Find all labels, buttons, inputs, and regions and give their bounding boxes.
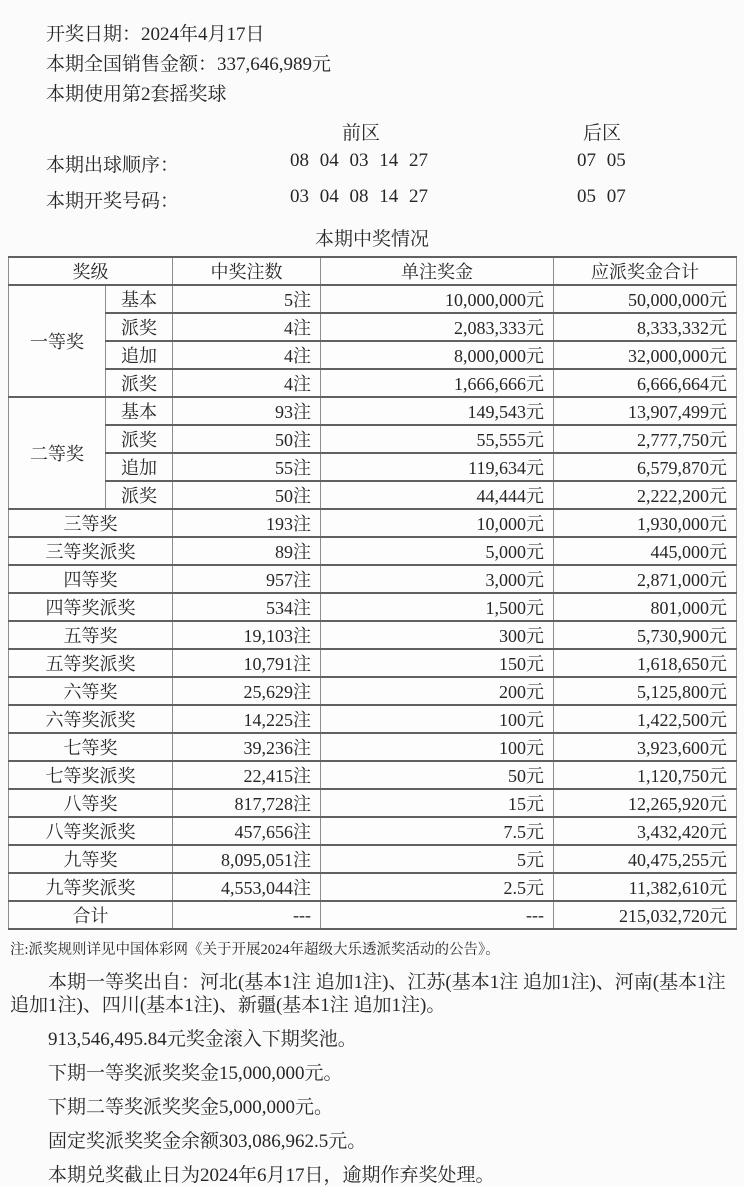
single-prize-cell: 44,444元 <box>321 481 554 509</box>
footer-notes <box>0 930 744 1187</box>
prize-row <box>9 481 737 509</box>
winning-count-cell: 457,656注 <box>173 817 321 845</box>
note-next-second-prize: 下期二等奖派奖奖金5,000,000元。 <box>48 1097 334 1118</box>
column-header-total-prize: 应派奖金合计 <box>554 257 737 285</box>
prize-row <box>9 453 737 481</box>
winning-count-cell: 55注 <box>173 453 321 481</box>
winning-count-cell: 534注 <box>173 593 321 621</box>
prize-table <box>8 256 737 930</box>
winning-numbers-label: 本期开奖号码： <box>46 191 180 212</box>
note-fixed-prize-balance: 固定奖派奖奖金余额303,086,962.5元。 <box>48 1131 367 1152</box>
prize-row <box>9 537 737 565</box>
prize-row <box>9 789 737 817</box>
prize-sub-label: 派奖 <box>106 425 173 453</box>
ball-set: 本期使用第2套摇奖球 <box>46 84 227 105</box>
prize-sub-label: 派奖 <box>106 369 173 397</box>
prize-row <box>9 565 737 593</box>
prize-level-label: 八等奖 <box>9 789 173 817</box>
winning-count-cell: 5注 <box>173 285 321 313</box>
single-prize-cell: 8,000,000元 <box>321 341 554 369</box>
single-prize-cell: 2,083,333元 <box>321 313 554 341</box>
total-prize-cell: 6,579,870元 <box>554 453 737 481</box>
winning-count-cell: 4,553,044注 <box>173 873 321 901</box>
prize-sub-label: 追加 <box>106 453 173 481</box>
column-header-prize-level: 奖级 <box>9 257 173 285</box>
column-header-winning-count: 中奖注数 <box>173 257 321 285</box>
winning-count-cell: 10,791注 <box>173 649 321 677</box>
prize-row <box>9 649 737 677</box>
prize-sub-label: 派奖 <box>106 481 173 509</box>
single-prize-cell: 55,555元 <box>321 425 554 453</box>
front-zone-label: 前区 <box>342 123 381 144</box>
winning-count-cell: 817,728注 <box>173 789 321 817</box>
prize-level-label: 九等奖 <box>9 845 173 873</box>
prize-row <box>9 677 737 705</box>
single-prize-cell: 1,666,666元 <box>321 369 554 397</box>
winning-count-cell: 50注 <box>173 425 321 453</box>
prize-sub-label: 基本 <box>106 285 173 313</box>
winning-count-cell: 50注 <box>173 481 321 509</box>
total-prize-cell: 1,422,500元 <box>554 705 737 733</box>
total-prize-cell: 3,923,600元 <box>554 733 737 761</box>
single-prize-cell: 149,543元 <box>321 397 554 425</box>
winning-count-cell: 19,103注 <box>173 621 321 649</box>
total-prize-cell: 3,432,420元 <box>554 817 737 845</box>
prize-sub-label: 追加 <box>106 341 173 369</box>
prize-row <box>9 733 737 761</box>
prize-row <box>9 705 737 733</box>
winning-count-cell: --- <box>173 901 321 929</box>
single-prize-cell: 10,000元 <box>321 509 554 537</box>
prize-level-label: 九等奖派奖 <box>9 873 173 901</box>
draw-sequence-back-numbers: 07 05 <box>577 150 626 171</box>
winning-count-cell: 957注 <box>173 565 321 593</box>
winning-count-cell: 14,225注 <box>173 705 321 733</box>
total-prize-cell: 2,222,200元 <box>554 481 737 509</box>
prize-row <box>9 509 737 537</box>
total-prize-cell: 215,032,720元 <box>554 901 737 929</box>
single-prize-cell: 7.5元 <box>321 817 554 845</box>
total-prize-cell: 1,930,000元 <box>554 509 737 537</box>
prize-row <box>9 369 737 397</box>
header-info <box>0 0 744 110</box>
winning-count-cell: 93注 <box>173 397 321 425</box>
prize-level-label: 四等奖派奖 <box>9 593 173 621</box>
single-prize-cell: 5元 <box>321 845 554 873</box>
prize-row <box>9 621 737 649</box>
total-prize-cell: 5,730,900元 <box>554 621 737 649</box>
winning-count-cell: 193注 <box>173 509 321 537</box>
total-row <box>9 901 737 929</box>
single-prize-cell: 5,000元 <box>321 537 554 565</box>
winning-count-cell: 22,415注 <box>173 761 321 789</box>
winning-count-cell: 4注 <box>173 341 321 369</box>
winning-numbers-front: 03 04 08 14 27 <box>290 186 428 207</box>
note-rollover-amount: 913,546,495.84元奖金滚入下期奖池。 <box>48 1029 357 1050</box>
total-prize-cell: 6,666,664元 <box>554 369 737 397</box>
total-label: 合计 <box>9 901 173 929</box>
total-prize-cell: 50,000,000元 <box>554 285 737 313</box>
prize-sub-label: 基本 <box>106 397 173 425</box>
prize-row <box>9 341 737 369</box>
draw-sequence-label: 本期出球顺序： <box>46 155 180 176</box>
single-prize-cell: 100元 <box>321 733 554 761</box>
total-prize-cell: 445,000元 <box>554 537 737 565</box>
prize-level-label: 七等奖 <box>9 733 173 761</box>
prize-level-label: 三等奖派奖 <box>9 537 173 565</box>
single-prize-cell: 100元 <box>321 705 554 733</box>
single-prize-cell: 150元 <box>321 649 554 677</box>
winning-count-cell: 39,236注 <box>173 733 321 761</box>
winning-count-cell: 89注 <box>173 537 321 565</box>
total-prize-cell: 801,000元 <box>554 593 737 621</box>
total-prize-cell: 32,000,000元 <box>554 341 737 369</box>
total-prize-cell: 2,777,750元 <box>554 425 737 453</box>
prize-group-label: 一等奖 <box>9 285 106 397</box>
prize-row <box>9 313 737 341</box>
prize-row <box>9 761 737 789</box>
note-first-prize-origin: 本期一等奖出自：河北(基本1注 追加1注)、江苏(基本1注 追加1注)、河南(基本1注 追加1注)、四川(基本1注)、新疆(基本1注 追加1注)。 <box>10 972 726 1016</box>
prize-level-label: 四等奖 <box>9 565 173 593</box>
prize-row <box>9 817 737 845</box>
prize-level-label: 七等奖派奖 <box>9 761 173 789</box>
note-rules: 注:派奖规则详见中国体彩网《关于开展2024年超级大乐透派奖活动的公告》。 <box>10 942 500 958</box>
winning-count-cell: 4注 <box>173 369 321 397</box>
prize-table-header-row <box>9 257 737 285</box>
single-prize-cell: 119,634元 <box>321 453 554 481</box>
prize-row <box>9 593 737 621</box>
total-prize-cell: 11,382,610元 <box>554 873 737 901</box>
single-prize-cell: 1,500元 <box>321 593 554 621</box>
total-prize-cell: 2,871,000元 <box>554 565 737 593</box>
prize-level-label: 八等奖派奖 <box>9 817 173 845</box>
prize-row <box>9 285 737 313</box>
prize-row <box>9 873 737 901</box>
single-prize-cell: 300元 <box>321 621 554 649</box>
winning-count-cell: 25,629注 <box>173 677 321 705</box>
prize-row <box>9 845 737 873</box>
single-prize-cell: 15元 <box>321 789 554 817</box>
sales-amount: 本期全国销售金额：337,646,989元 <box>46 54 332 75</box>
prize-level-label: 五等奖 <box>9 621 173 649</box>
total-prize-cell: 1,120,750元 <box>554 761 737 789</box>
total-prize-cell: 5,125,800元 <box>554 677 737 705</box>
prize-sub-label: 派奖 <box>106 313 173 341</box>
back-zone-label: 后区 <box>583 123 622 144</box>
prize-group-label: 二等奖 <box>9 397 106 509</box>
prize-table-title: 本期中奖情况 <box>314 229 429 250</box>
single-prize-cell: 10,000,000元 <box>321 285 554 313</box>
total-prize-cell: 13,907,499元 <box>554 397 737 425</box>
column-header-single-prize: 单注奖金 <box>321 257 554 285</box>
winning-numbers-back: 05 07 <box>577 186 626 207</box>
draw-sequence-row <box>0 150 744 180</box>
prize-row <box>9 425 737 453</box>
total-prize-cell: 1,618,650元 <box>554 649 737 677</box>
prize-level-label: 六等奖 <box>9 677 173 705</box>
single-prize-cell: --- <box>321 901 554 929</box>
prize-level-label: 五等奖派奖 <box>9 649 173 677</box>
draw-sequence-front-numbers: 08 04 03 14 27 <box>290 150 428 171</box>
prize-level-label: 三等奖 <box>9 509 173 537</box>
single-prize-cell: 200元 <box>321 677 554 705</box>
winning-numbers-row <box>0 186 744 216</box>
winning-count-cell: 8,095,051注 <box>173 845 321 873</box>
total-prize-cell: 40,475,255元 <box>554 845 737 873</box>
single-prize-cell: 2.5元 <box>321 873 554 901</box>
draw-date: 开奖日期：2024年4月17日 <box>46 24 265 45</box>
zone-header <box>0 118 744 144</box>
prize-table-body <box>9 285 737 929</box>
total-prize-cell: 8,333,332元 <box>554 313 737 341</box>
note-claim-deadline: 本期兑奖截止日为2024年6月17日，逾期作弃奖处理。 <box>48 1165 495 1186</box>
prize-level-label: 六等奖派奖 <box>9 705 173 733</box>
note-next-first-prize: 下期一等奖派奖奖金15,000,000元。 <box>48 1063 343 1084</box>
single-prize-cell: 3,000元 <box>321 565 554 593</box>
single-prize-cell: 50元 <box>321 761 554 789</box>
total-prize-cell: 12,265,920元 <box>554 789 737 817</box>
winning-count-cell: 4注 <box>173 313 321 341</box>
prize-row <box>9 397 737 425</box>
